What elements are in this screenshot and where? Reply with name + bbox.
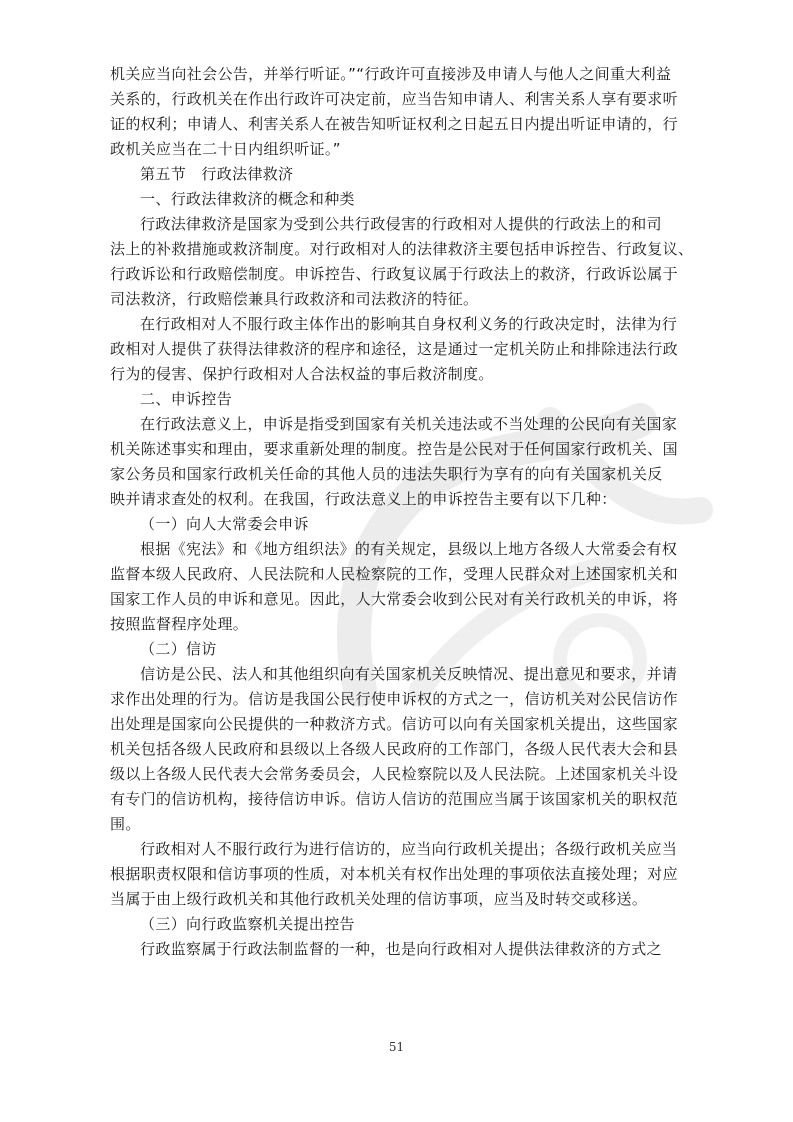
text-line: （二）信访 bbox=[140, 640, 217, 658]
text-line: 机关包括各级人民政府和县级以上各级人民政府的工作部门，各级人民代表大会和县 bbox=[110, 740, 678, 758]
text-line: 法上的补救措施或救济制度。对行政相对人的法律救济主要包括申诉控告、行政复议、 bbox=[110, 240, 694, 258]
text-line: 证的权利；申请人、利害关系人在被告知听证权利之日起五日内提出听证申请的，行 bbox=[110, 115, 678, 133]
text-line: 求作出处理的行为。信访是我国公民行使申诉权的方式之一，信访机关对公民信访作 bbox=[110, 690, 678, 708]
text-line: 根据职责权限和信访事项的性质，对本机关有权作出处理的事项依法直接处理；对应 bbox=[110, 865, 678, 883]
text-line: 行政法律救济是国家为受到公共行政侵害的行政相对人提供的行政法上的和司 bbox=[140, 215, 662, 233]
text-line: 监督本级人民政府、人民法院和人民检察院的工作，受理人民群众对上述国家机关和 bbox=[110, 565, 678, 583]
text-line: 行政诉讼和行政赔偿制度。申诉控告、行政复议属于行政法上的救济，行政诉讼属于 bbox=[110, 265, 678, 283]
body-text bbox=[110, 62, 696, 962]
text-line: 围。 bbox=[110, 815, 141, 833]
text-line: 关系的，行政机关在作出行政许可决定前，应当告知申请人、利害关系人享有要求听 bbox=[110, 90, 678, 108]
text-line: 出处理是国家向公民提供的一种救济方式。信访可以向有关国家机关提出，这些国家 bbox=[110, 715, 678, 733]
text-line: （一）向人大常委会申诉 bbox=[140, 515, 309, 533]
text-line: 二、申诉控告 bbox=[140, 390, 233, 408]
text-line: 当属于由上级行政机关和其他行政机关处理的信访事项，应当及时转交或移送。 bbox=[110, 890, 648, 908]
text-line: 第五节 行政法律救济 bbox=[140, 165, 294, 183]
text-line: 根据《宪法》和《地方组织法》的有关规定，县级以上地方各级人大常委会有权 bbox=[140, 540, 678, 558]
text-line: 政机关应当在二十日内组织听证。” bbox=[110, 140, 341, 158]
text-line: 有专门的信访机构，接待信访申诉。信访人信访的范围应当属于该国家机关的职权范 bbox=[110, 790, 678, 808]
text-line: 家公务员和国家行政机关任命的其他人员的违法失职行为享有的向有关国家机关反 bbox=[110, 465, 663, 483]
text-line: 行政相对人不服行政行为进行信访的，应当向行政机关提出；各级行政机关应当 bbox=[140, 840, 678, 858]
text-line: 机关应当向社会公告，并举行听证。”“行政许可直接涉及申请人与他人之间重大利益 bbox=[110, 65, 672, 83]
text-line: 映并请求查处的权利。在我国，行政法意义上的申诉控告主要有以下几种： bbox=[110, 490, 617, 508]
text-line: 行政监察属于行政法制监督的一种，也是向行政相对人提供法律救济的方式之 bbox=[140, 940, 662, 958]
text-line: 信访是公民、法人和其他组织向有关国家机关反映情况、提出意见和要求，并请 bbox=[140, 665, 678, 683]
text-line: （三）向行政监察机关提出控告 bbox=[140, 915, 355, 933]
text-line: 机关陈述事实和理由，要求重新处理的制度。控告是公民对于任何国家行政机关、国 bbox=[110, 440, 678, 458]
text-line: 政相对人提供了获得法律救济的程序和途径，这是通过一定机关防止和排除违法行政 bbox=[110, 340, 678, 358]
text-line: 级以上各级人民代表大会常务委员会，人民检察院以及人民法院。上述国家机关斗设 bbox=[110, 765, 678, 783]
page-number: 51 bbox=[388, 1040, 405, 1054]
text-line: 司法救济，行政赔偿兼具行政救济和司法救济的特征。 bbox=[110, 290, 479, 308]
text-line: 按照监督程序处理。 bbox=[110, 615, 249, 633]
text-line: 在行政法意义上，申诉是指受到国家有关机关违法或不当处理的公民向有关国家 bbox=[140, 415, 678, 433]
text-line: 在行政相对人不服行政主体作出的影响其自身权利义务的行政决定时，法律为行 bbox=[140, 315, 678, 333]
text-line: 国家工作人员的申诉和意见。因此，人大常委会收到公民对有关行政机关的申诉，将 bbox=[110, 590, 678, 608]
text-line: 一、行政法律救济的概念和种类 bbox=[140, 190, 355, 208]
text-line: 行为的侵害、保护行政相对人合法权益的事后救济制度。 bbox=[110, 365, 494, 383]
